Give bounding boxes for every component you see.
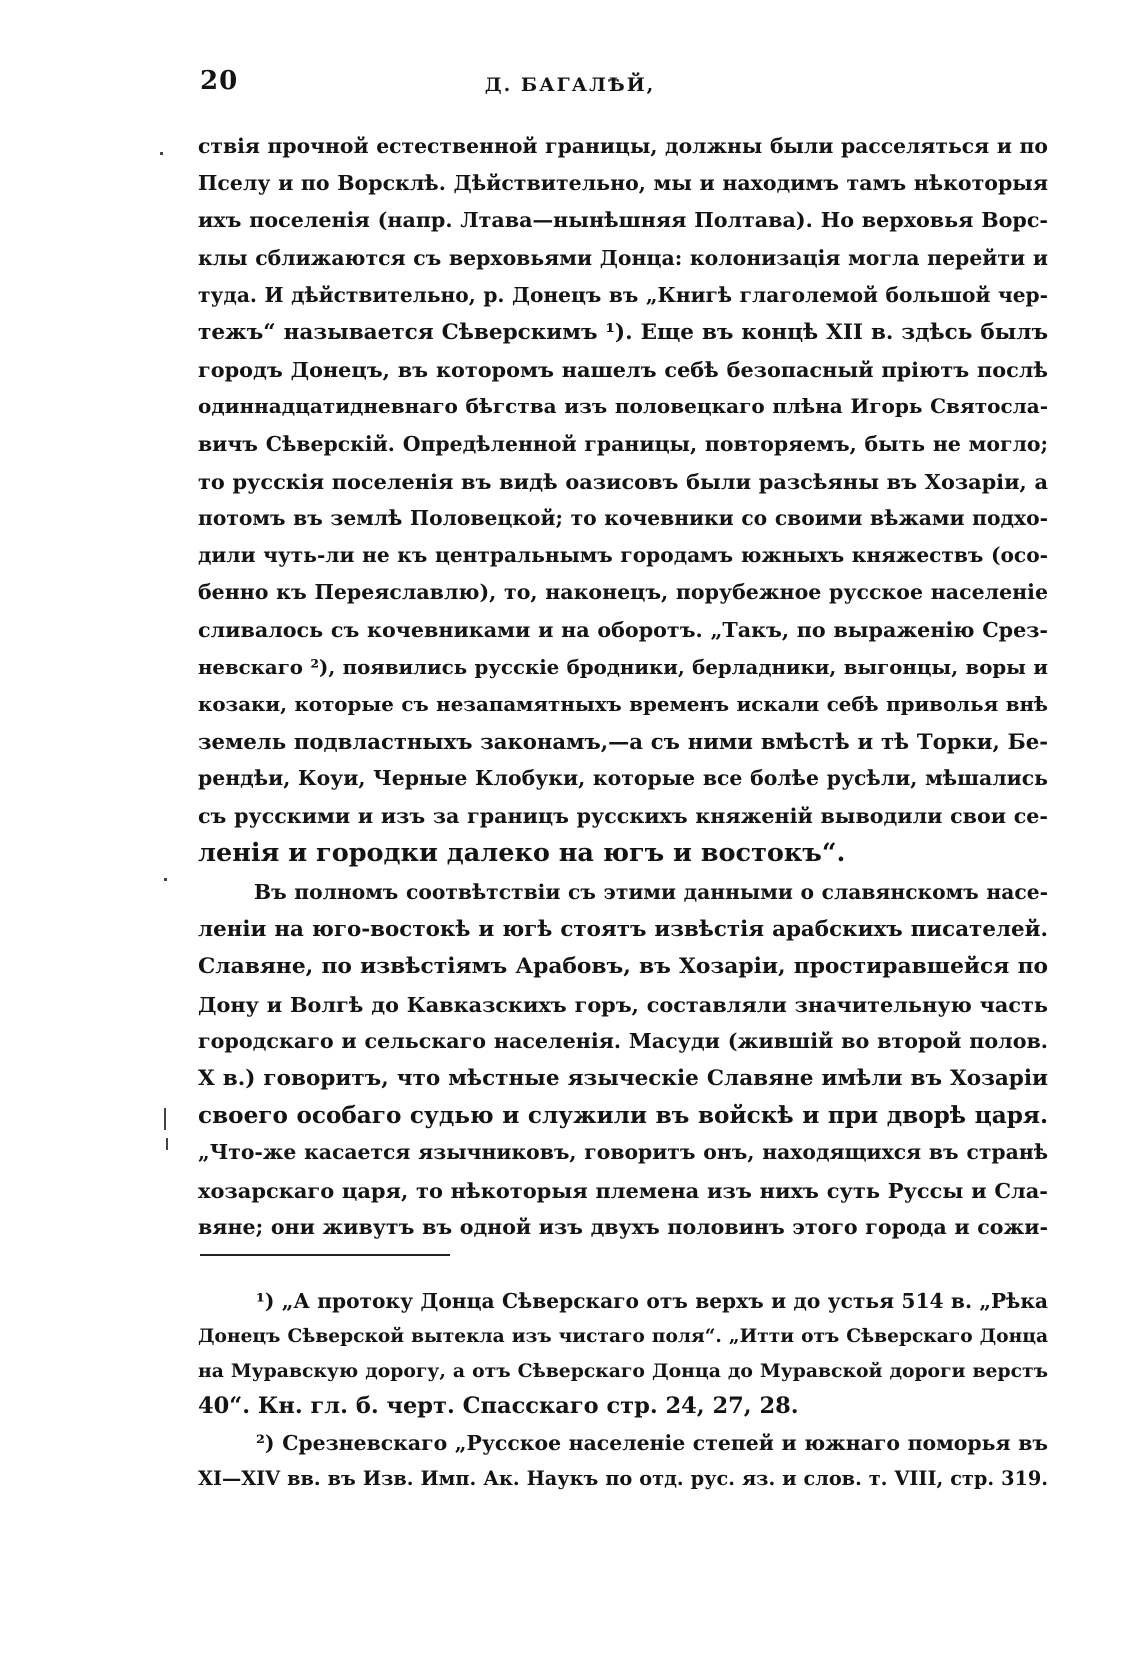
footnote-2	[198, 1426, 1048, 1496]
text-line: съ русскими и изъ за границъ русскихъ княженій выводили свои се-	[198, 803, 1048, 828]
running-head: Д. БАГАЛѢЙ,	[484, 74, 656, 96]
paragraph-2	[198, 874, 1048, 1246]
text-line: земель подвластныхъ законамъ,—а съ ними вмѣстѣ и тѣ Торки, Бе-	[198, 729, 1048, 755]
margin-speck	[164, 1108, 166, 1130]
text-line: козаки, которые съ незапамятныхъ временъ искали себѣ приволья внѣ	[198, 692, 1048, 717]
text-line: Пселу и по Ворсклѣ. Дѣйствительно, мы и находимъ тамъ нѣкоторыя	[198, 171, 1048, 196]
footnote-line: Донецъ Сѣверской вытекла изъ чистаго поля“. „Итти отъ Сѣверскаго Донца	[198, 1326, 1048, 1347]
text-line: вяне; они живутъ въ одной изъ двухъ половинъ этого города и сожи-	[198, 1214, 1048, 1239]
text-line: городъ Донецъ, въ которомъ нашелъ себѣ безопасный пріютъ послѣ	[198, 357, 1048, 383]
text-line: леніи на юго-востокѣ и югѣ стоятъ извѣстія арабскихъ писателей.	[198, 917, 1048, 943]
footnote-divider	[200, 1254, 450, 1256]
footnote-1	[198, 1284, 1048, 1424]
footnotes	[198, 1284, 1048, 1496]
text-line: потомъ въ землѣ Половецкой; то кочевники со своими вѣжами подхо-	[198, 506, 1048, 531]
footnote-line: на Муравскую дорогу, а отъ Сѣверскаго Донца до Муравской дороги верстъ	[198, 1360, 1048, 1382]
text-line: туда. И дѣйствительно, р. Донецъ въ „Книгѣ глаголемой большой чер-	[198, 282, 1048, 307]
text-line: клы сближаются съ верховьями Донца: колонизація могла перейти и	[198, 245, 1048, 270]
paragraph-1	[198, 128, 1048, 872]
text-line: бенно къ Переяславлю), то, наконецъ, порубежное русское населеніе	[198, 580, 1048, 605]
text-line: тежъ“ называется Сѣверскимъ ¹). Еще въ концѣ XII в. здѣсь былъ	[198, 320, 1048, 346]
text-line: „Что-же касается язычниковъ, говоритъ онъ, находящихся въ странѣ	[198, 1140, 1048, 1165]
text-line: рендѣи, Коуи, Черные Клобуки, которые все болѣе русѣли, мѣшались	[198, 766, 1048, 791]
page-number: 20	[200, 66, 239, 96]
text-line: ихъ поселенія (напр. Лтава—нынѣшняя Полтава). Но верховья Ворс-	[198, 208, 1048, 233]
margin-speck	[164, 878, 167, 881]
footnote-line: XI—XIV вв. въ Изв. Имп. Ак. Наукъ по отд. рус. яз. и слов. т. VIII, стр. 319.	[198, 1467, 1048, 1490]
text-line: сливалось съ кочевниками и на оборотъ. „Такъ, по выраженію Срез-	[198, 617, 1048, 642]
text-line: Дону и Волгѣ до Кавказскихъ горъ, составляли значительную часть	[198, 991, 1048, 1017]
text-line: дили чуть-ли не къ центральнымъ городамъ южныхъ княжествъ (осо-	[198, 543, 1048, 568]
text-line: ствія прочной естественной границы, должны были расселяться и по	[198, 134, 1048, 158]
footnote-line: ²) Срезневскаго „Русское населеніе степей и южнаго поморья въ	[256, 1431, 1048, 1455]
text-line: городскаго и сельскаго населенія. Масуди (жившій во второй полов.	[198, 1028, 1048, 1053]
text-line: одиннадцатидневнаго бѣгства изъ половецкаго плѣна Игорь Святосла-	[198, 394, 1048, 419]
text-line: невскаго ²), появились русскіе бродники, берладники, выгонцы, воры и	[198, 654, 1048, 679]
text-line: хозарскаго царя, то нѣкоторыя племена изъ нихъ суть Руссы и Сла-	[198, 1177, 1048, 1203]
margin-speck	[166, 1138, 168, 1150]
main-text	[198, 128, 1048, 1246]
margin-speck	[160, 152, 163, 155]
text-line: вичъ Сѣверскій. Опредѣленной границы, повторяемъ, быть не могло;	[198, 431, 1048, 456]
text-line: своего особаго судью и служили въ войскѣ и при дворѣ царя.	[198, 1102, 1048, 1130]
footnote-line: ¹) „А протоку Донца Сѣверскаго отъ верхъ и до устья 514 в. „Рѣка	[256, 1289, 1048, 1313]
text-line: Въ полномъ соотвѣтствіи съ этими данными о славянскомъ насе-	[254, 880, 1048, 905]
text-line: то русскія поселенія въ видѣ оазисовъ были разсѣяны въ Хозаріи, а	[198, 468, 1048, 494]
text-line: X в.) говоритъ, что мѣстные языческіе Славяне имѣли въ Хозаріи	[198, 1066, 1048, 1092]
text-line: ленія и городки далеко на югъ и востокъ“.	[198, 837, 846, 868]
footnote-line: 40“. Кн. гл. б. черт. Спасскаго стр. 24, 27, 28.	[198, 1393, 799, 1419]
text-line: Славяне, по извѣстіямъ Арабовъ, въ Хозаріи, простиравшейся по	[198, 954, 1048, 980]
